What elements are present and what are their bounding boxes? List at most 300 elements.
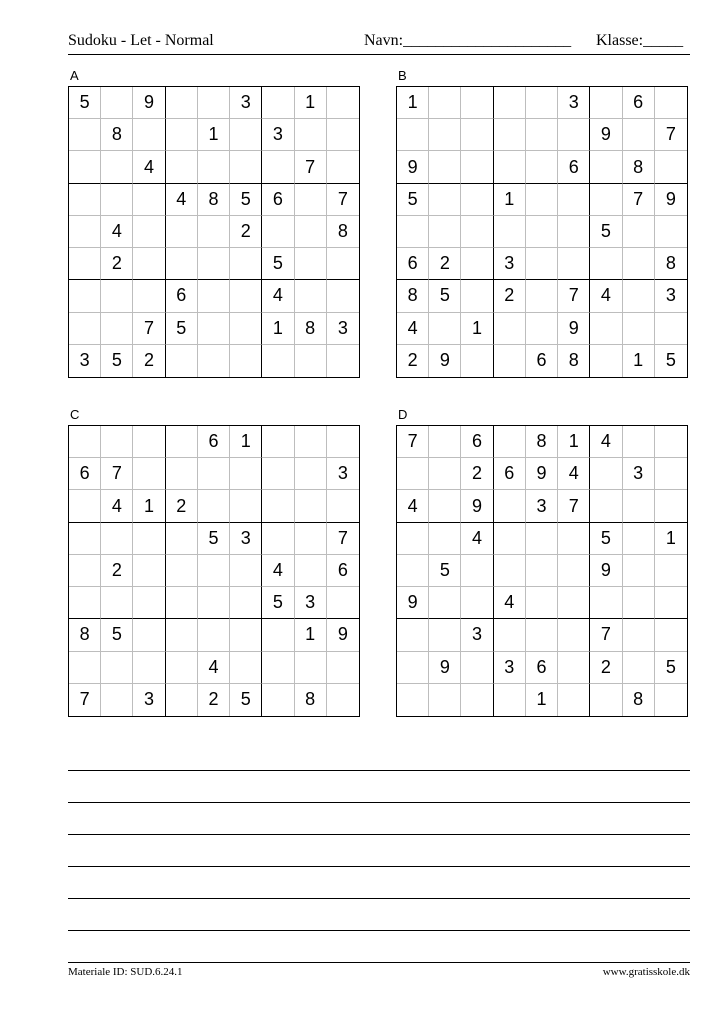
sudoku-cell bbox=[397, 555, 429, 587]
sudoku-cell bbox=[590, 87, 622, 119]
sudoku-cell: 4 bbox=[461, 523, 493, 555]
sudoku-cell: 2 bbox=[133, 345, 165, 377]
sudoku-cell bbox=[230, 619, 262, 651]
sudoku-cell bbox=[429, 523, 461, 555]
sudoku-cell: 1 bbox=[623, 345, 655, 377]
sudoku-cell bbox=[494, 313, 526, 345]
sudoku-cell: 3 bbox=[558, 87, 590, 119]
sudoku-cell bbox=[69, 523, 101, 555]
sudoku-cell: 4 bbox=[198, 652, 230, 684]
sudoku-cell bbox=[461, 87, 493, 119]
sudoku-cell bbox=[623, 216, 655, 248]
sudoku-cell bbox=[461, 248, 493, 280]
sudoku-cell bbox=[198, 458, 230, 490]
sudoku-cell bbox=[494, 87, 526, 119]
sudoku-cell: 8 bbox=[526, 426, 558, 458]
sudoku-cell: 5 bbox=[655, 652, 687, 684]
sudoku-cell bbox=[262, 87, 294, 119]
sudoku-cell bbox=[558, 216, 590, 248]
sudoku-cell: 5 bbox=[397, 184, 429, 216]
sudoku-cell bbox=[198, 555, 230, 587]
sudoku-cell bbox=[429, 684, 461, 716]
sudoku-cell bbox=[461, 652, 493, 684]
sudoku-cell: 9 bbox=[429, 652, 461, 684]
sudoku-cell bbox=[327, 652, 359, 684]
sudoku-cell: 9 bbox=[429, 345, 461, 377]
sudoku-cell: 1 bbox=[655, 523, 687, 555]
writing-line bbox=[68, 866, 690, 867]
sudoku-cell bbox=[230, 119, 262, 151]
sudoku-cell: 4 bbox=[101, 490, 133, 522]
sudoku-cell: 5 bbox=[101, 619, 133, 651]
sudoku-cell bbox=[166, 87, 198, 119]
sudoku-cell: 1 bbox=[558, 426, 590, 458]
sudoku-cell bbox=[230, 587, 262, 619]
sudoku-cell: 3 bbox=[623, 458, 655, 490]
website: www.gratisskole.dk bbox=[602, 966, 690, 978]
sudoku-cell: 8 bbox=[558, 345, 590, 377]
sudoku-cell bbox=[166, 684, 198, 716]
sudoku-cell: 9 bbox=[590, 555, 622, 587]
sudoku-cell bbox=[590, 184, 622, 216]
writing-line bbox=[68, 930, 690, 931]
sudoku-cell: 7 bbox=[558, 490, 590, 522]
sudoku-cell bbox=[69, 426, 101, 458]
sudoku-cell: 3 bbox=[461, 619, 493, 651]
sudoku-cell bbox=[623, 619, 655, 651]
sudoku-cell bbox=[494, 684, 526, 716]
sudoku-cell bbox=[494, 216, 526, 248]
sudoku-cell: 2 bbox=[230, 216, 262, 248]
sudoku-cell bbox=[133, 458, 165, 490]
sudoku-cell bbox=[590, 490, 622, 522]
puzzle-label-a: A bbox=[70, 68, 79, 83]
sudoku-cell bbox=[429, 151, 461, 183]
sudoku-cell bbox=[526, 151, 558, 183]
sudoku-cell bbox=[461, 119, 493, 151]
sudoku-cell bbox=[397, 119, 429, 151]
sudoku-cell: 6 bbox=[69, 458, 101, 490]
sudoku-cell: 5 bbox=[101, 345, 133, 377]
sudoku-cell bbox=[166, 555, 198, 587]
sudoku-cell bbox=[101, 151, 133, 183]
sudoku-cell: 2 bbox=[494, 280, 526, 312]
sudoku-cell bbox=[655, 426, 687, 458]
sudoku-cell bbox=[69, 490, 101, 522]
sudoku-cell: 5 bbox=[230, 184, 262, 216]
sudoku-cell: 3 bbox=[327, 458, 359, 490]
sudoku-cell bbox=[69, 151, 101, 183]
sudoku-grid-c bbox=[68, 425, 360, 717]
sudoku-cell bbox=[69, 119, 101, 151]
sudoku-cell bbox=[166, 216, 198, 248]
sudoku-cell bbox=[295, 490, 327, 522]
sudoku-cell: 4 bbox=[166, 184, 198, 216]
sudoku-cell bbox=[558, 652, 590, 684]
sudoku-cell bbox=[623, 490, 655, 522]
sudoku-cell bbox=[526, 280, 558, 312]
sudoku-cell: 1 bbox=[494, 184, 526, 216]
sudoku-cell bbox=[623, 248, 655, 280]
footer-rule bbox=[68, 962, 690, 963]
sudoku-cell bbox=[295, 216, 327, 248]
sudoku-cell: 1 bbox=[230, 426, 262, 458]
sudoku-cell bbox=[526, 587, 558, 619]
sudoku-cell bbox=[295, 184, 327, 216]
sudoku-cell bbox=[166, 119, 198, 151]
sudoku-cell: 6 bbox=[461, 426, 493, 458]
sudoku-cell bbox=[429, 184, 461, 216]
sudoku-cell bbox=[494, 555, 526, 587]
sudoku-cell: 1 bbox=[526, 684, 558, 716]
sudoku-cell: 5 bbox=[429, 280, 461, 312]
sudoku-cell bbox=[327, 280, 359, 312]
sudoku-cell: 7 bbox=[133, 313, 165, 345]
sudoku-cell bbox=[295, 652, 327, 684]
sudoku-cell bbox=[623, 280, 655, 312]
sudoku-cell bbox=[133, 652, 165, 684]
sudoku-cell: 7 bbox=[327, 184, 359, 216]
sudoku-cell bbox=[133, 523, 165, 555]
sudoku-cell bbox=[262, 523, 294, 555]
sudoku-cell: 1 bbox=[397, 87, 429, 119]
sudoku-cell bbox=[526, 619, 558, 651]
sudoku-cell bbox=[590, 248, 622, 280]
sudoku-cell bbox=[655, 458, 687, 490]
sudoku-cell: 5 bbox=[262, 248, 294, 280]
sudoku-cell: 9 bbox=[397, 151, 429, 183]
sudoku-cell bbox=[590, 684, 622, 716]
header-rule bbox=[68, 54, 690, 55]
sudoku-cell bbox=[429, 119, 461, 151]
sudoku-cell bbox=[230, 345, 262, 377]
sudoku-cell bbox=[166, 248, 198, 280]
sudoku-cell bbox=[429, 619, 461, 651]
sudoku-cell: 1 bbox=[295, 619, 327, 651]
sudoku-cell bbox=[133, 184, 165, 216]
sudoku-cell bbox=[101, 426, 133, 458]
sudoku-cell: 6 bbox=[494, 458, 526, 490]
sudoku-cell bbox=[429, 313, 461, 345]
sudoku-cell bbox=[230, 313, 262, 345]
sudoku-cell: 9 bbox=[558, 313, 590, 345]
sudoku-cell bbox=[262, 458, 294, 490]
sudoku-cell bbox=[494, 619, 526, 651]
name-field: Navn:_____________________ bbox=[364, 32, 572, 49]
sudoku-cell bbox=[69, 313, 101, 345]
sudoku-cell bbox=[166, 345, 198, 377]
sudoku-cell bbox=[198, 151, 230, 183]
sudoku-cell bbox=[429, 87, 461, 119]
sudoku-cell bbox=[166, 652, 198, 684]
sudoku-cell: 9 bbox=[397, 587, 429, 619]
sudoku-cell bbox=[461, 555, 493, 587]
sudoku-cell: 3 bbox=[526, 490, 558, 522]
sudoku-cell bbox=[133, 426, 165, 458]
sudoku-cell bbox=[166, 587, 198, 619]
sudoku-cell bbox=[230, 555, 262, 587]
sudoku-cell bbox=[397, 216, 429, 248]
sudoku-cell bbox=[526, 184, 558, 216]
sudoku-cell bbox=[230, 652, 262, 684]
sudoku-cell: 5 bbox=[69, 87, 101, 119]
sudoku-cell bbox=[198, 87, 230, 119]
sudoku-grid-a bbox=[68, 86, 360, 378]
sudoku-cell bbox=[558, 248, 590, 280]
page-header bbox=[68, 30, 690, 56]
sudoku-cell bbox=[262, 151, 294, 183]
sudoku-cell: 1 bbox=[133, 490, 165, 522]
sudoku-cell bbox=[295, 458, 327, 490]
sudoku-cell: 8 bbox=[623, 684, 655, 716]
sudoku-cell bbox=[526, 119, 558, 151]
sudoku-cell bbox=[69, 184, 101, 216]
sudoku-cell bbox=[397, 619, 429, 651]
sudoku-cell bbox=[590, 313, 622, 345]
sudoku-cell bbox=[494, 345, 526, 377]
sudoku-cell bbox=[101, 652, 133, 684]
sudoku-cell bbox=[655, 313, 687, 345]
sudoku-cell bbox=[133, 555, 165, 587]
sudoku-cell bbox=[461, 280, 493, 312]
sudoku-cell: 5 bbox=[429, 555, 461, 587]
sudoku-cell: 5 bbox=[198, 523, 230, 555]
sudoku-cell bbox=[230, 151, 262, 183]
sudoku-cell bbox=[623, 313, 655, 345]
sudoku-cell bbox=[230, 490, 262, 522]
sudoku-cell bbox=[397, 523, 429, 555]
sudoku-cell bbox=[327, 248, 359, 280]
sudoku-cell bbox=[655, 587, 687, 619]
sudoku-cell: 1 bbox=[461, 313, 493, 345]
sudoku-cell bbox=[198, 587, 230, 619]
sudoku-cell: 8 bbox=[623, 151, 655, 183]
sudoku-cell: 8 bbox=[327, 216, 359, 248]
sudoku-cell: 5 bbox=[166, 313, 198, 345]
sudoku-cell bbox=[133, 587, 165, 619]
sudoku-cell bbox=[397, 684, 429, 716]
sudoku-cell bbox=[526, 216, 558, 248]
sudoku-cell bbox=[623, 555, 655, 587]
writing-line bbox=[68, 898, 690, 899]
sudoku-cell bbox=[429, 458, 461, 490]
sudoku-cell bbox=[262, 216, 294, 248]
sudoku-cell: 8 bbox=[397, 280, 429, 312]
sudoku-cell bbox=[623, 426, 655, 458]
sudoku-cell: 3 bbox=[262, 119, 294, 151]
sudoku-cell: 3 bbox=[655, 280, 687, 312]
sudoku-cell bbox=[69, 248, 101, 280]
sudoku-cell: 5 bbox=[262, 587, 294, 619]
sudoku-cell: 6 bbox=[623, 87, 655, 119]
sudoku-cell bbox=[327, 684, 359, 716]
sudoku-cell bbox=[295, 345, 327, 377]
sudoku-cell bbox=[295, 523, 327, 555]
sudoku-cell bbox=[262, 619, 294, 651]
sudoku-cell: 2 bbox=[429, 248, 461, 280]
sudoku-cell: 4 bbox=[397, 313, 429, 345]
sudoku-cell bbox=[69, 555, 101, 587]
sudoku-cell bbox=[295, 119, 327, 151]
sudoku-cell: 1 bbox=[262, 313, 294, 345]
sudoku-cell bbox=[133, 216, 165, 248]
sudoku-cell bbox=[526, 313, 558, 345]
sudoku-cell: 7 bbox=[590, 619, 622, 651]
sudoku-cell bbox=[461, 587, 493, 619]
sudoku-cell: 6 bbox=[262, 184, 294, 216]
sudoku-cell bbox=[295, 555, 327, 587]
sudoku-cell: 4 bbox=[262, 555, 294, 587]
writing-line bbox=[68, 834, 690, 835]
sudoku-cell: 8 bbox=[295, 684, 327, 716]
class-field: Klasse:_____ bbox=[596, 32, 684, 49]
sudoku-cell: 7 bbox=[655, 119, 687, 151]
sudoku-cell bbox=[558, 523, 590, 555]
sudoku-grid-d bbox=[396, 425, 688, 717]
sudoku-cell bbox=[198, 345, 230, 377]
sudoku-cell bbox=[198, 313, 230, 345]
writing-line bbox=[68, 802, 690, 803]
sudoku-cell: 4 bbox=[133, 151, 165, 183]
sudoku-cell bbox=[655, 151, 687, 183]
sudoku-cell bbox=[101, 87, 133, 119]
sudoku-cell bbox=[655, 555, 687, 587]
sudoku-cell: 2 bbox=[590, 652, 622, 684]
sudoku-cell bbox=[101, 523, 133, 555]
sudoku-cell bbox=[101, 184, 133, 216]
sudoku-cell bbox=[461, 345, 493, 377]
sudoku-cell bbox=[166, 426, 198, 458]
sudoku-cell bbox=[655, 490, 687, 522]
sudoku-cell bbox=[101, 280, 133, 312]
sudoku-cell: 6 bbox=[526, 652, 558, 684]
sudoku-cell bbox=[623, 523, 655, 555]
sudoku-cell bbox=[327, 426, 359, 458]
puzzle-label-c: C bbox=[70, 407, 80, 422]
sudoku-cell bbox=[558, 184, 590, 216]
sudoku-cell: 5 bbox=[230, 684, 262, 716]
sudoku-cell: 2 bbox=[101, 248, 133, 280]
sudoku-cell bbox=[198, 216, 230, 248]
sudoku-cell: 3 bbox=[494, 248, 526, 280]
sudoku-cell bbox=[327, 345, 359, 377]
sudoku-cell bbox=[69, 587, 101, 619]
sudoku-cell bbox=[327, 151, 359, 183]
sudoku-cell: 9 bbox=[590, 119, 622, 151]
sudoku-cell: 6 bbox=[166, 280, 198, 312]
sudoku-cell bbox=[655, 87, 687, 119]
sudoku-cell bbox=[327, 587, 359, 619]
sudoku-cell bbox=[198, 490, 230, 522]
sudoku-cell bbox=[133, 119, 165, 151]
sudoku-cell: 6 bbox=[526, 345, 558, 377]
sudoku-cell: 4 bbox=[101, 216, 133, 248]
sudoku-cell: 9 bbox=[526, 458, 558, 490]
sudoku-cell: 4 bbox=[494, 587, 526, 619]
sudoku-cell bbox=[494, 426, 526, 458]
sudoku-cell: 8 bbox=[69, 619, 101, 651]
sudoku-cell bbox=[198, 280, 230, 312]
sudoku-cell: 3 bbox=[230, 523, 262, 555]
puzzle-label-d: D bbox=[398, 407, 408, 422]
sudoku-cell bbox=[397, 458, 429, 490]
sudoku-cell: 9 bbox=[655, 184, 687, 216]
sudoku-cell: 2 bbox=[198, 684, 230, 716]
sudoku-cell bbox=[101, 684, 133, 716]
sudoku-cell bbox=[133, 280, 165, 312]
sudoku-cell bbox=[429, 490, 461, 522]
sudoku-cell: 3 bbox=[327, 313, 359, 345]
sudoku-cell bbox=[262, 652, 294, 684]
sudoku-cell bbox=[429, 587, 461, 619]
sudoku-cell: 2 bbox=[101, 555, 133, 587]
sudoku-cell: 8 bbox=[198, 184, 230, 216]
sudoku-cell bbox=[166, 458, 198, 490]
sudoku-cell bbox=[166, 619, 198, 651]
sudoku-cell: 1 bbox=[295, 87, 327, 119]
sudoku-cell bbox=[590, 587, 622, 619]
sudoku-cell bbox=[494, 151, 526, 183]
sudoku-cell bbox=[655, 216, 687, 248]
sudoku-grid-b bbox=[396, 86, 688, 378]
sudoku-cell: 2 bbox=[166, 490, 198, 522]
sudoku-cell bbox=[494, 119, 526, 151]
sudoku-cell bbox=[590, 458, 622, 490]
sudoku-cell bbox=[558, 555, 590, 587]
sudoku-cell: 6 bbox=[327, 555, 359, 587]
sudoku-cell: 5 bbox=[590, 216, 622, 248]
sudoku-cell bbox=[69, 216, 101, 248]
sudoku-cell bbox=[262, 345, 294, 377]
sudoku-cell bbox=[526, 248, 558, 280]
writing-line bbox=[68, 770, 690, 771]
sudoku-cell bbox=[166, 151, 198, 183]
sudoku-cell: 4 bbox=[558, 458, 590, 490]
sudoku-cell bbox=[461, 216, 493, 248]
sudoku-cell bbox=[101, 587, 133, 619]
sudoku-cell bbox=[262, 490, 294, 522]
sudoku-cell bbox=[166, 523, 198, 555]
sudoku-cell bbox=[327, 87, 359, 119]
sudoku-cell: 4 bbox=[397, 490, 429, 522]
sudoku-cell: 8 bbox=[655, 248, 687, 280]
sudoku-cell: 3 bbox=[295, 587, 327, 619]
sudoku-cell bbox=[558, 587, 590, 619]
sudoku-cell bbox=[461, 684, 493, 716]
sudoku-cell: 5 bbox=[665, 350, 676, 371]
sudoku-cell bbox=[230, 458, 262, 490]
sudoku-cell bbox=[295, 426, 327, 458]
sudoku-cell: 6 bbox=[397, 248, 429, 280]
sudoku-cell: 6 bbox=[558, 151, 590, 183]
sudoku-cell bbox=[623, 119, 655, 151]
sudoku-cell: 7 bbox=[623, 184, 655, 216]
sudoku-cell: 2 bbox=[397, 345, 429, 377]
sudoku-cell: 3 bbox=[133, 684, 165, 716]
sudoku-cell bbox=[590, 151, 622, 183]
sudoku-cell bbox=[461, 184, 493, 216]
sudoku-cell bbox=[558, 119, 590, 151]
sudoku-cell bbox=[327, 119, 359, 151]
sudoku-cell: 7 bbox=[327, 523, 359, 555]
sudoku-cell: 7 bbox=[397, 426, 429, 458]
sudoku-cell bbox=[590, 345, 622, 377]
sudoku-cell: 5 bbox=[590, 523, 622, 555]
sudoku-cell bbox=[230, 248, 262, 280]
sudoku-cell bbox=[262, 426, 294, 458]
material-id: Materiale ID: SUD.6.24.1 bbox=[68, 966, 183, 978]
sudoku-cell: 4 bbox=[262, 280, 294, 312]
